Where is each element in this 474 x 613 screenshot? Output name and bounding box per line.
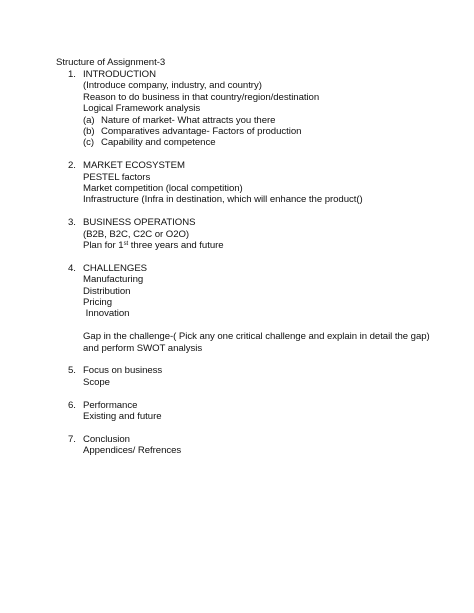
blank-line [56, 149, 436, 160]
blank-line [56, 422, 436, 433]
sub-item-text: Comparatives advantage- Factors of production [101, 125, 302, 137]
sub-item-marker: (c) [83, 137, 95, 149]
section-number: 1. [68, 68, 76, 80]
section-introduction [56, 69, 436, 149]
sub-item-text: Capability and competence [101, 137, 216, 149]
gap-paragraph: Gap in the challenge-( Pick any one critical challenge and explain in detail the gap) and perform SWOT analysis [83, 331, 430, 354]
section-number: 6. [68, 399, 76, 411]
sub-item-marker: (a) [83, 114, 95, 126]
section-line: Innovation [83, 308, 130, 320]
blank-line [83, 320, 436, 331]
section-challenges [56, 263, 436, 354]
section-line: Pricing [83, 296, 112, 308]
plan-text-before: Plan for 1 [83, 239, 124, 251]
section-line: Distribution [83, 285, 131, 297]
blank-line [56, 354, 436, 365]
section-line: Existing and future [83, 411, 162, 422]
blank-line [56, 206, 436, 217]
section-line: Reason to do business in that country/region/destination [83, 91, 320, 103]
plan-superscript: st [123, 240, 129, 247]
plan-text-after: three years and future [128, 239, 224, 251]
sub-item-marker: (b) [83, 125, 95, 137]
sub-item-b [83, 126, 436, 137]
blank-line [56, 388, 436, 399]
section-line: Manufacturing [83, 274, 144, 286]
section-number: 3. [68, 217, 76, 229]
section-line: Market competition (local competition) [83, 182, 243, 194]
section-number: 4. [68, 262, 76, 274]
section-line: Infrastructure (Infra in destination, which will enhance the product() [83, 194, 363, 206]
section-heading: CHALLENGES [83, 262, 148, 274]
section-number: 2. [68, 160, 76, 172]
plan-line [83, 240, 436, 251]
section-number: 7. [68, 433, 76, 445]
section-focus-on-business [56, 365, 436, 388]
section-line: (B2B, B2C, C2C or O2O) [83, 228, 190, 240]
section-heading: MARKET ECOSYSTEM [83, 160, 185, 172]
sub-item-a [83, 115, 436, 126]
section-line: Logical Framework analysis [83, 103, 201, 115]
section-line: PESTEL factors [83, 171, 151, 183]
section-heading: Conclusion [83, 433, 130, 445]
section-heading: Focus on business [83, 365, 163, 377]
section-number: 5. [68, 365, 76, 377]
section-market-ecosystem [56, 160, 436, 206]
section-business-operations [56, 217, 436, 251]
section-heading: Performance [83, 399, 138, 411]
document-title: Structure of Assignment-3 [56, 57, 166, 68]
sub-item-c [83, 137, 436, 148]
section-conclusion [56, 434, 436, 457]
sub-item-text: Nature of market- What attracts you there [101, 114, 276, 126]
section-line: (Introduce company, industry, and country) [83, 80, 262, 92]
blank-line [56, 251, 436, 262]
section-performance [56, 400, 436, 423]
section-heading: BUSINESS OPERATIONS [83, 217, 196, 229]
section-line: Appendices/ Refrences [83, 445, 182, 457]
section-line: Scope [83, 376, 110, 388]
section-heading: INTRODUCTION [83, 68, 156, 80]
document-body [56, 57, 436, 457]
